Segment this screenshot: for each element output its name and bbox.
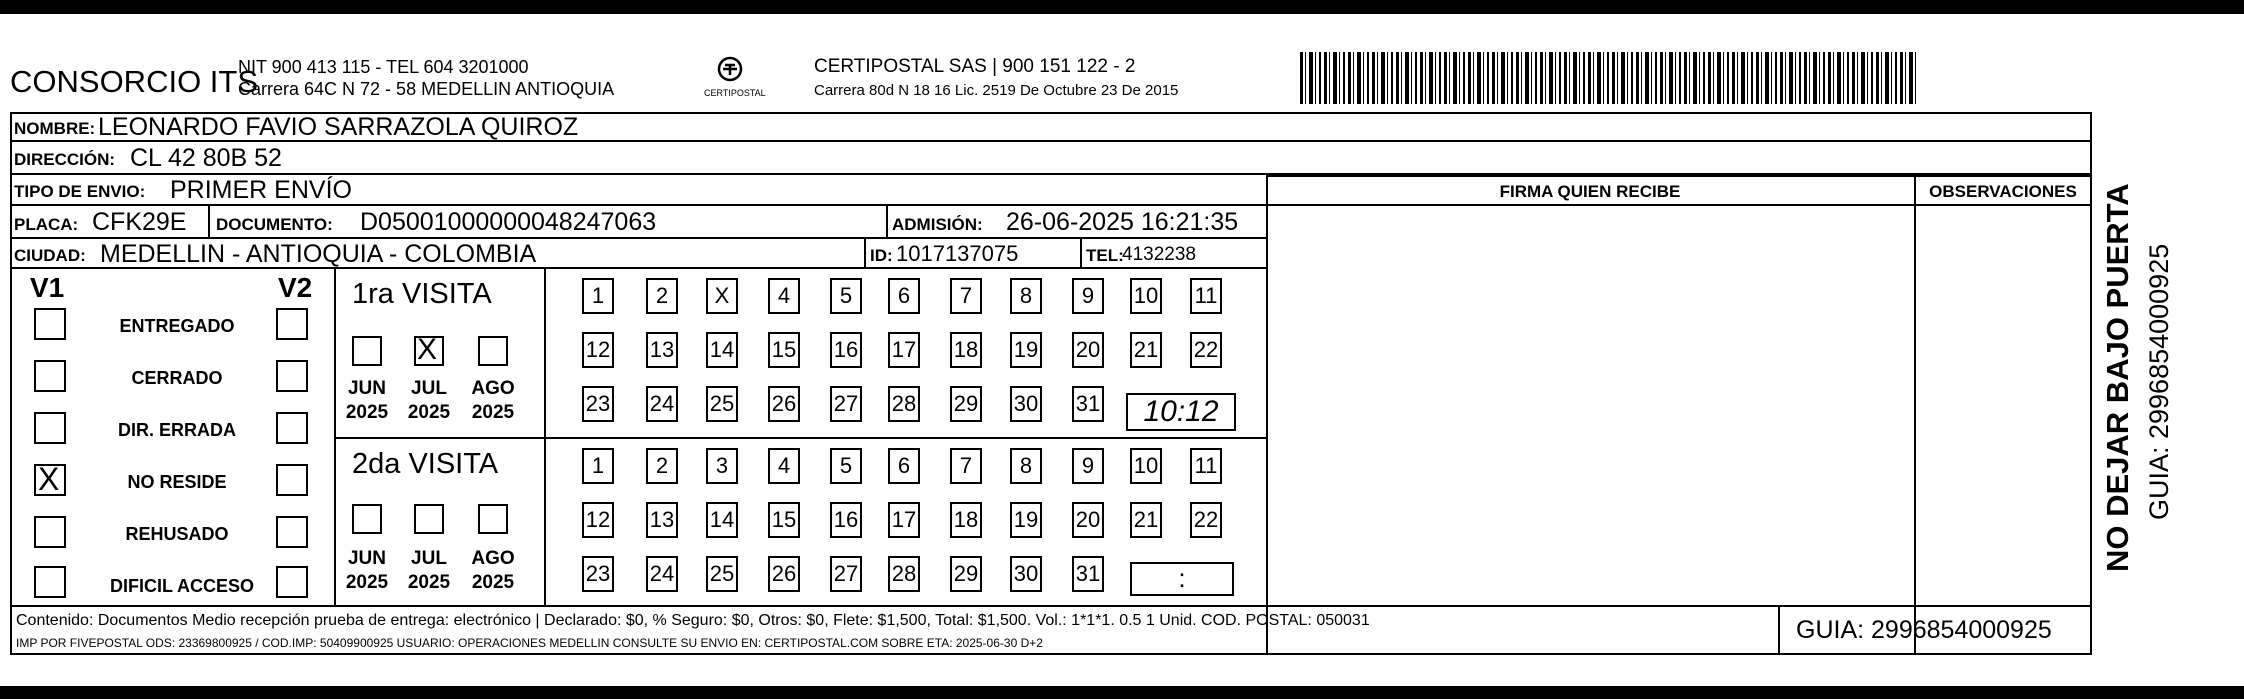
- visit1-month-jul: JUL: [411, 378, 447, 399]
- visit2-day-7[interactable]: 7: [950, 448, 982, 484]
- v1-dir-errada-checkbox[interactable]: [34, 412, 66, 444]
- visit2-day-5[interactable]: 5: [830, 448, 862, 484]
- status-entregado: ENTREGADO: [119, 316, 235, 336]
- tipo-value: PRIMER ENVÍO: [170, 176, 352, 204]
- visit1-month-jun: JUN: [347, 378, 386, 399]
- visit1-day-2[interactable]: 2: [646, 278, 678, 314]
- visit1-day-4[interactable]: 4: [768, 278, 800, 314]
- v2-rehusado-checkbox[interactable]: [276, 516, 308, 548]
- visit2-day-22[interactable]: 22: [1190, 502, 1222, 538]
- visit1-day-27[interactable]: 27: [830, 386, 862, 422]
- visit1-day-7[interactable]: 7: [950, 278, 982, 314]
- visit1-day-22[interactable]: 22: [1190, 332, 1222, 368]
- visit1-jun-checkbox[interactable]: [352, 336, 382, 366]
- visit1-day-3[interactable]: X: [706, 278, 738, 314]
- visit2-day-3[interactable]: 3: [706, 448, 738, 484]
- status-dir-errada: DIR. ERRADA: [117, 420, 236, 440]
- visit2-year-ago: 2025: [471, 572, 515, 593]
- visit2-year-jun: 2025: [345, 572, 389, 593]
- visit1-day-19[interactable]: 19: [1010, 332, 1042, 368]
- ciudad-value: MEDELLIN - ANTIOQUIA - COLOMBIA: [100, 240, 537, 268]
- visit1-day-29[interactable]: 29: [950, 386, 982, 422]
- visit1-day-16[interactable]: 16: [830, 332, 862, 368]
- top-border: [0, 0, 2244, 14]
- direccion-value: CL 42 80B 52: [130, 144, 282, 172]
- v1-label: V1: [30, 272, 65, 303]
- visit1-day-21[interactable]: 21: [1130, 332, 1162, 368]
- visit1-year-ago: 2025: [471, 402, 515, 423]
- visit2-day-21[interactable]: 21: [1130, 502, 1162, 538]
- observaciones-label: OBSERVACIONES: [1929, 182, 2077, 201]
- visit1-month-ago: AGO: [471, 378, 515, 399]
- observaciones-area: [1914, 175, 2092, 655]
- visit1-day-8[interactable]: 8: [1010, 278, 1042, 314]
- footer-imp: IMP POR FIVEPOSTAL ODS: 23369800925 / COD.IMP: 50409900925 USUARIO: OPERACIONES MEDELLIN CONSULTE SU ENVIO EN: CERTIPOSTAL.COM SOBRE ETA: 2025-06-30 D+2: [16, 636, 1043, 650]
- carrier-line: CERTIPOSTAL SAS | 900 151 122 - 2: [814, 56, 1136, 77]
- company-name: CONSORCIO ITS: [10, 64, 259, 99]
- visit1-day-31[interactable]: 31: [1072, 386, 1104, 422]
- visit2-year-jul: 2025: [407, 572, 451, 593]
- visit2-day-20[interactable]: 20: [1072, 502, 1104, 538]
- visit1-month-mark: X: [417, 333, 438, 366]
- visit1-day-5[interactable]: 5: [830, 278, 862, 314]
- visit2-day-19[interactable]: 19: [1010, 502, 1042, 538]
- visit1-day-28[interactable]: 28: [888, 386, 920, 422]
- visit2-day-17[interactable]: 17: [888, 502, 920, 538]
- visit1-year-jun: 2025: [345, 402, 389, 423]
- v1-rehusado-checkbox[interactable]: [34, 516, 66, 548]
- visit1-title: 1ra VISITA: [352, 278, 492, 310]
- check-mark: X: [38, 461, 60, 497]
- visit1-jul-checkbox[interactable]: [414, 333, 444, 366]
- nombre-value: LEONARDO FAVIO SARRAZOLA QUIROZ: [98, 113, 579, 141]
- visit1-day-12[interactable]: 12: [582, 332, 614, 368]
- visit1-day-11[interactable]: 11: [1190, 278, 1222, 314]
- visit1-year-jul: 2025: [407, 402, 451, 423]
- visit2-day-9[interactable]: 9: [1072, 448, 1104, 484]
- visit2-day-4[interactable]: 4: [768, 448, 800, 484]
- v2-dificil-acceso-checkbox[interactable]: [276, 566, 308, 598]
- visit2-day-23[interactable]: 23: [582, 556, 614, 592]
- bottom-border: [0, 686, 2244, 699]
- visit2-day-25[interactable]: 25: [706, 556, 738, 592]
- address-line: Carrera 64C N 72 - 58 MEDELLIN ANTIOQUIA: [238, 79, 615, 99]
- visit2-day-1[interactable]: 1: [582, 448, 614, 484]
- visit2-day-13[interactable]: 13: [646, 502, 678, 538]
- visit1-day-10[interactable]: 10: [1130, 278, 1162, 314]
- visit1-day-26[interactable]: 26: [768, 386, 800, 422]
- visit1-day-24[interactable]: 24: [646, 386, 678, 422]
- visit1-day-14[interactable]: 14: [706, 332, 738, 368]
- status-rehusado: REHUSADO: [125, 524, 229, 544]
- visit1-day-23[interactable]: 23: [582, 386, 614, 422]
- visit1-day-18[interactable]: 18: [950, 332, 982, 368]
- visit2-day-29[interactable]: 29: [950, 556, 982, 592]
- placa-value: CFK29E: [92, 208, 187, 236]
- visit2-day-14[interactable]: 14: [706, 502, 738, 538]
- v1-entregado-checkbox[interactable]: [34, 308, 66, 340]
- carrier-address: Carrera 80d N 18 16 Lic. 2519 De Octubre 23 De 2015: [814, 82, 1179, 99]
- visit1-ago-checkbox[interactable]: [478, 336, 508, 366]
- visit2-time[interactable]: :: [1130, 562, 1234, 596]
- visit1-day-20[interactable]: 20: [1072, 332, 1104, 368]
- visit1-day-30[interactable]: 30: [1010, 386, 1042, 422]
- visit2-day-6[interactable]: 6: [888, 448, 920, 484]
- visit1-day-1[interactable]: 1: [582, 278, 614, 314]
- row-placa: PLACA: CFK29E DOCUMENTO: D05001000000048247063 ADMISIÓN: 26-06-2025 16:21:35: [10, 206, 1266, 239]
- side-warning: NO DEJAR BAJO PUERTA: [2100, 183, 2135, 572]
- visit1-day-13[interactable]: 13: [646, 332, 678, 368]
- visit2-day-12[interactable]: 12: [582, 502, 614, 538]
- visit2-day-30[interactable]: 30: [1010, 556, 1042, 592]
- visit2-day-11[interactable]: 11: [1190, 448, 1222, 484]
- visit2-title: 2da VISITA: [352, 448, 499, 480]
- visit1-day-15[interactable]: 15: [768, 332, 800, 368]
- v1-cerrado-checkbox[interactable]: [34, 360, 66, 392]
- visit2-day-27[interactable]: 27: [830, 556, 862, 592]
- row-tipo: TIPO DE ENVIO: PRIMER ENVÍO: [10, 175, 1266, 206]
- tel-value: 4132238: [1122, 244, 1196, 265]
- visit2-month-jun: JUN: [347, 548, 386, 569]
- footer-contenido: Contenido: Documentos Medio recepción prueba de entrega: electrónico | Declarado: $0, % Seguro: $0, Otros: $0, Flete: $1,500, Total: $1,500. Vol.: 1*1*1. 0.5 1 Unid. COD. POSTAL: 050031: [16, 612, 1370, 629]
- status-cerrado: CERRADO: [131, 368, 223, 388]
- nit-line: NIT 900 413 115 - TEL 604 3201000: [238, 57, 529, 77]
- visit2-day-15[interactable]: 15: [768, 502, 800, 538]
- v2-label: V2: [278, 272, 313, 303]
- visit2-day-16[interactable]: 16: [830, 502, 862, 538]
- visit2-day-24[interactable]: 24: [646, 556, 678, 592]
- visit2-jul-checkbox[interactable]: [414, 504, 444, 534]
- side-guia: GUIA: 2996854000925: [2144, 243, 2174, 520]
- status-no-reside: NO RESIDE: [127, 472, 227, 492]
- visit2-day-26[interactable]: 26: [768, 556, 800, 592]
- visit1-day-17[interactable]: 17: [888, 332, 920, 368]
- admision-value: 26-06-2025 16:21:35: [1006, 208, 1239, 236]
- v2-dir-errada-checkbox[interactable]: [276, 412, 308, 444]
- v1-no-reside-checkbox[interactable]: [34, 461, 66, 497]
- visit2-day-2[interactable]: 2: [646, 448, 678, 484]
- status-dificil-acceso: DIFICIL ACCESO: [109, 576, 254, 596]
- visit1-day-25[interactable]: 25: [706, 386, 738, 422]
- visit1-day-6[interactable]: 6: [888, 278, 920, 314]
- id-value: 1017137075: [896, 241, 1019, 266]
- visit2-ago-checkbox[interactable]: [478, 504, 508, 534]
- firma-label: FIRMA QUIEN RECIBE: [1499, 182, 1681, 201]
- row-direccion: DIRECCIÓN: CL 42 80B 52: [10, 142, 2090, 175]
- visit1-time[interactable]: 10:12: [1126, 393, 1236, 431]
- visit2-day-28[interactable]: 28: [888, 556, 920, 592]
- visit2-day-18[interactable]: 18: [950, 502, 982, 538]
- barcode: [1300, 52, 1918, 104]
- documento-value: D05001000000048247063: [360, 208, 657, 236]
- visit2-month-jul: JUL: [411, 548, 447, 569]
- v1-dificil-acceso-checkbox[interactable]: [34, 566, 66, 598]
- visit2-month-ago: AGO: [471, 548, 515, 569]
- v2-entregado-checkbox[interactable]: [276, 308, 308, 340]
- logo-caption: CERTIPOSTAL: [704, 88, 766, 98]
- visit2-day-8[interactable]: 8: [1010, 448, 1042, 484]
- v2-cerrado-checkbox[interactable]: [276, 360, 308, 392]
- certipostal-logo: [712, 56, 748, 88]
- row-ciudad: CIUDAD: MEDELLIN - ANTIOQUIA - COLOMBIA ID: 1017137075 TEL: 4132238: [10, 239, 1266, 269]
- visit2-day-10[interactable]: 10: [1130, 448, 1162, 484]
- visit2-day-31[interactable]: 31: [1072, 556, 1104, 592]
- footer-guia: GUIA: 2996854000925: [1796, 616, 2052, 644]
- visit1-day-9[interactable]: 9: [1072, 278, 1104, 314]
- v2-no-reside-checkbox[interactable]: [276, 464, 308, 496]
- row-nombre: NOMBRE: LEONARDO FAVIO SARRAZOLA QUIROZ: [10, 112, 2090, 142]
- visit2-jun-checkbox[interactable]: [352, 504, 382, 534]
